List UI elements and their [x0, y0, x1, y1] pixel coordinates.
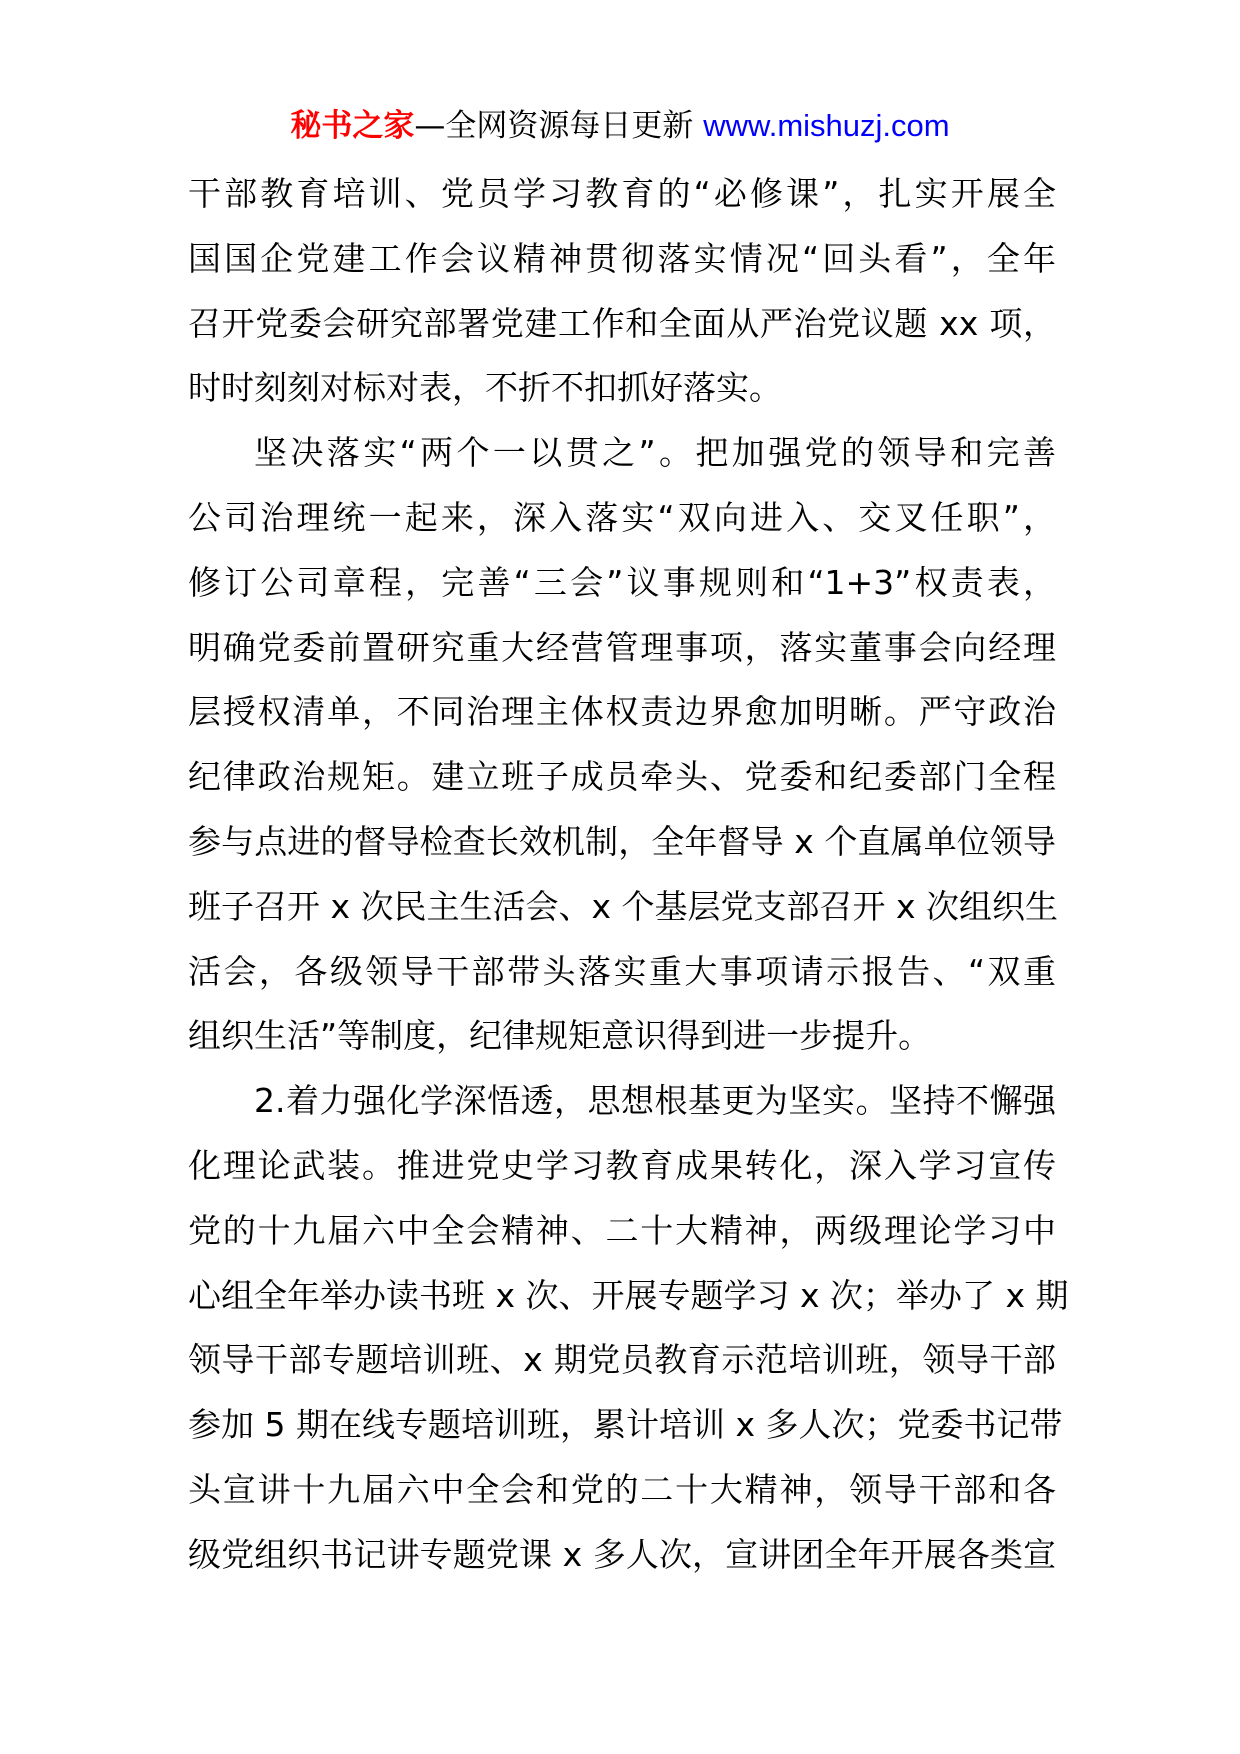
- text-line: 国国企党建工作会议精神贯彻落实情况“回头看”，全年: [188, 238, 1056, 278]
- text-line: 召开党委会研究部署党建工作和全面从严治党议题 xx 项，: [188, 303, 1056, 343]
- text-line: 参与点进的督导检查长效机制，全年督导 x 个直属单位领导: [188, 821, 1056, 861]
- text-line: 化理论武装。推进党史学习教育成果转化，深入学习宣传: [188, 1145, 1056, 1185]
- document-body: [188, 162, 1069, 1588]
- banner-tagline: —全网资源每日更新: [414, 108, 694, 144]
- text-line: 干部教育培训、党员学习教育的“必修课”，扎实开展全: [188, 174, 1056, 213]
- text-line: 公司治理统一起来，深入落实“双向进入、交叉任职”，: [188, 497, 1056, 537]
- text-line: 纪律政治规矩。建立班子成员牵头、党委和纪委部门全程: [188, 757, 1056, 797]
- text-line: 级党组织书记讲专题党课 x 多人次，宣讲团全年开展各类宣: [188, 1534, 1056, 1574]
- text-line: 头宣讲十九届六中全会和党的二十大精神，领导干部和各: [188, 1469, 1056, 1509]
- text-line: 层授权清单，不同治理主体权责边界愈加明晰。严守政治: [188, 692, 1056, 732]
- text-line: 心组全年举办读书班 x 次、开展专题学习 x 次；举办了 x 期: [188, 1275, 1069, 1315]
- text-line: 明确党委前置研究重大经营管理事项，落实董事会向经理: [188, 627, 1056, 667]
- text-line: 修订公司章程，完善“三会”议事规则和“1+3”权责表，: [188, 562, 1056, 602]
- site-url-link[interactable]: www.mishuzj.com: [703, 108, 950, 143]
- text-line: 领导干部专题培训班、x 期党员教育示范培训班，领导干部: [188, 1340, 1056, 1380]
- site-banner: [0, 104, 1240, 148]
- text-line: 时时刻刻对标对表，不折不扣抓好落实。: [188, 368, 782, 408]
- text-line: 组织生活”等制度，纪律规矩意识得到进一步提升。: [188, 1016, 932, 1056]
- text-line: 活会，各级领导干部带头落实重大事项请示报告、“双重: [188, 951, 1056, 991]
- text-line: 班子召开 x 次民主生活会、x 个基层党支部召开 x 次组织生: [188, 886, 1059, 926]
- brand-name: 秘书之家: [290, 108, 415, 144]
- text-line: 参加 5 期在线专题培训班，累计培训 x 多人次；党委书记带: [188, 1405, 1063, 1445]
- text-line: 2.着力强化学深悟透，思想根基更为坚实。坚持不懈强: [254, 1081, 1056, 1121]
- text-line: 坚决落实“两个一以贯之”。把加强党的领导和完善: [254, 433, 1056, 473]
- text-line: 党的十九届六中全会精神、二十大精神，两级理论学习中: [188, 1210, 1056, 1250]
